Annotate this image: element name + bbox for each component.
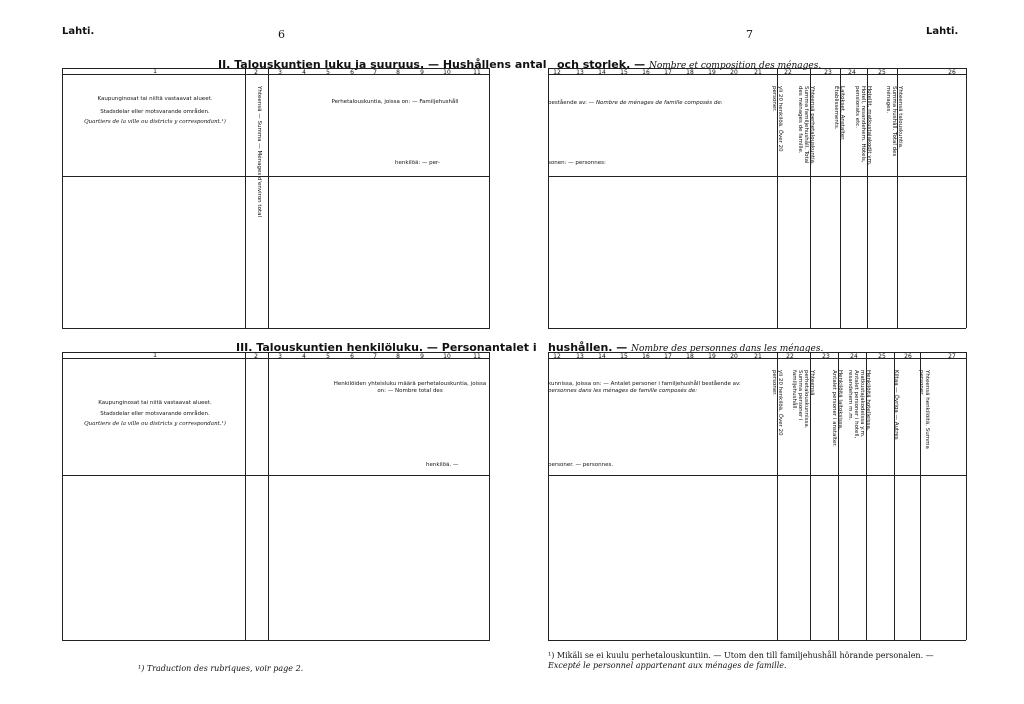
column-number: 2 [254, 353, 258, 360]
page-number-right: 7 [746, 28, 753, 41]
column-number: 15 [620, 353, 628, 360]
column-number: 12 [553, 69, 561, 76]
t2-kunnissa [548, 381, 774, 394]
title3-right-italic: Nombre des personnes dans les ménages. [631, 344, 824, 354]
t1-col-total-rot: Yhteensä — Summa — Ménages d'environ total [256, 86, 262, 217]
column-number: 11 [473, 353, 481, 360]
t1-hen: henkilöä: — per- [395, 160, 440, 166]
column-number: 13 [576, 353, 584, 360]
t2-rot-over20: yli 20 henkilöä. Över 20 personer. [771, 370, 783, 436]
t2-rot-other: Kiltaa — Övriga — Autres [893, 370, 899, 440]
column-number: 16 [642, 353, 650, 360]
column-number: 16 [642, 69, 650, 76]
column-number: 24 [850, 353, 858, 360]
table2-title-left: II. Talouskuntien luku ja suuruus. — Hushållens antal [218, 58, 547, 71]
column-number: 2 [254, 69, 258, 76]
column-number: 6 [350, 353, 354, 360]
column-number: 3 [278, 353, 282, 360]
bestaende-text: bestående av: — [548, 100, 595, 106]
column-number: 10 [443, 69, 451, 76]
column-number: 17 [664, 353, 672, 360]
column-number: 24 [848, 69, 856, 76]
column-number: 10 [443, 353, 451, 360]
column-number: 8 [396, 353, 400, 360]
t1-sonen: sonen: — personnes: [548, 160, 606, 166]
t2-stub-fi: Kaupunginosat tai niitä vastaavat alueet. [98, 400, 212, 406]
t1-family-head: Perhetalouskuntia, joissa on: — Familjehushåll [331, 99, 459, 105]
col-num: 1 [153, 68, 157, 75]
column-number: 15 [620, 69, 628, 76]
running-head-left: Lahti. [62, 26, 95, 37]
footnote-right-2: Excepté le personnel appartenant aux ménages de famille. [548, 661, 787, 670]
column-number: 8 [396, 69, 400, 76]
kunnissa-text: kunnissa, joissa on: — Antalet personer i familjehushåll bestående av: [548, 381, 741, 387]
t1-bestaende [548, 100, 723, 107]
column-number: 7 [373, 353, 377, 360]
footnote-left: ¹) Traduction des rubriques, voir page 2. [138, 664, 304, 673]
stub-fr: Quartiers de la ville ou districts y correspondant.¹) [84, 119, 226, 125]
t1-rot-institutions: Laitokset. Anstalter. Établissements. [833, 86, 845, 141]
title-right-italic: Nombre et composition des ménages. [648, 61, 822, 71]
t2-family-head: Henkilöiden yhteisluku määrä perhetalouskuntia, joissa on: — Nombre total des [333, 381, 487, 394]
column-number: 9 [420, 69, 424, 76]
t2-rot-total-family: Yhteensä perhetalouskunnissa. Summa personer i familjehushåll. [791, 370, 815, 429]
t2-stub-sv: Stadsdelar eller motsvarande områden. [100, 410, 210, 417]
t1-rot-hotels: Hotellit, matkustajakodit ym. Hotell, resandehem. Hôtels, pensionats etc. [854, 86, 872, 166]
column-number: 22 [784, 69, 792, 76]
t2-stub-head [70, 400, 240, 428]
column-number: 5 [326, 353, 330, 360]
column-number: 19 [708, 353, 716, 360]
column-number: 23 [824, 69, 832, 76]
t1-rot-total-family: Yhteensä perhetalouskuntia. Summa familjehushåll. Total des ménages de famille. [797, 86, 815, 165]
column-number: 17 [664, 69, 672, 76]
column-number: 26 [948, 69, 956, 76]
bestaende-italic: Nombre de ménages de famille composés de: [595, 100, 723, 106]
t2-hen: henkilöä. — [426, 462, 459, 468]
column-number: 6 [350, 69, 354, 76]
column-number: 20 [730, 353, 738, 360]
column-number: 27 [948, 353, 956, 360]
column-number: 9 [420, 353, 424, 360]
column-number: 13 [576, 69, 584, 76]
column-number: 18 [686, 353, 694, 360]
column-number: 18 [686, 69, 694, 76]
column-number: 25 [878, 69, 886, 76]
t2-stub-fr: Quartiers de la ville ou districts y correspondant.¹) [84, 421, 226, 427]
column-number: 20 [730, 69, 738, 76]
t2-rot-institutions: Henkilöitä laitoksissa. Antalet personer i anstalter. [831, 370, 843, 447]
title3-right-text: hushållen. — [548, 341, 628, 354]
t1-rot-total: Yhteensä talouskuntia. Summa hushåll. Total des ménages. [885, 86, 903, 157]
footnote-right-1: ¹) Mikäli se ei kuulu perhetalouskuntiin. — Utom den till familjehushåll hörande personalen. — [548, 651, 934, 660]
column-number: 14 [598, 353, 606, 360]
t2-personer: personer. — personnes. [548, 462, 614, 468]
table3-title-left: III. Talouskuntien henkilöluku. — Personantalet i [236, 341, 537, 354]
column-number: 4 [302, 353, 306, 360]
column-number: 23 [822, 353, 830, 360]
t1-rot-over20: yli 20 henkilöä. Över 20 personer. [771, 86, 783, 152]
column-number: 3 [278, 69, 282, 76]
column-number: 11 [473, 69, 481, 76]
column-number: 21 [754, 69, 762, 76]
column-number: 12 [553, 353, 561, 360]
t1-stub-head [70, 96, 240, 126]
kunnissa-italic: personnes dans les ménages de famille composés de: [548, 387, 698, 394]
column-number: 21 [754, 353, 762, 360]
page-number-left: 6 [278, 28, 285, 41]
column-number: 19 [708, 69, 716, 76]
column-number: 7 [373, 69, 377, 76]
column-number: 5 [326, 69, 330, 76]
column-number: 26 [904, 353, 912, 360]
column-number: 4 [302, 69, 306, 76]
column-number: 22 [786, 353, 794, 360]
t2-rot-total: Yhteensä henkilöitä. Summa personer. [918, 370, 930, 449]
stub-sv: Stadsdelar eller motsvarande områden. [100, 108, 210, 115]
title-right-text: och storlek. — [557, 58, 646, 71]
column-number: 25 [878, 353, 886, 360]
t2-rot-hotels: Henkilöitä hotelleissa, matkustajakodeissa y.m. Antalet personer i hotell, resandehem m.m. [847, 370, 871, 439]
running-head-right: Lahti. [926, 26, 959, 37]
col-num: 1 [153, 352, 157, 359]
stub-fi: Kaupunginosat tai niiltä vastaavat alueet. [97, 96, 213, 102]
column-number: 14 [598, 69, 606, 76]
